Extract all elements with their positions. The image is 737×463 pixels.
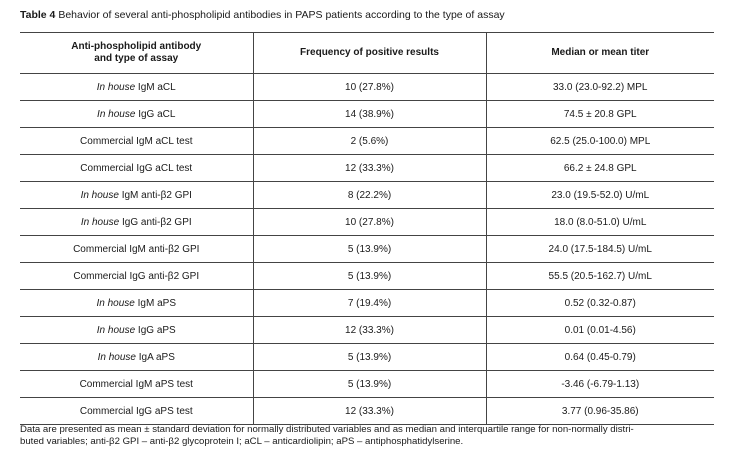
cell-antibody [20, 317, 253, 344]
table-row [20, 182, 714, 209]
caption-text: Behavior of several anti-phospholipid antibodies in PAPS patients according to the type of assay [58, 9, 505, 21]
cell-titer: 3.77 (0.96-35.86) [486, 398, 714, 425]
cell-frequency: 2 (5.6%) [253, 128, 486, 155]
cell-antibody-name: IgM anti-β2 GPI [118, 189, 192, 201]
cell-titer: 0.52 (0.32-0.87) [486, 290, 714, 317]
cell-titer: 66.2 ± 24.8 GPL [486, 155, 714, 182]
table-row [20, 290, 714, 317]
cell-antibody-name: IgG aPS [135, 324, 176, 336]
cell-antibody [20, 398, 253, 425]
cell-antibody-prefix: In house [97, 351, 136, 363]
cell-antibody [20, 263, 253, 290]
header-antibody [20, 33, 253, 74]
cell-antibody-name: IgM aCL [135, 81, 176, 93]
cell-titer: -3.46 (-6.79-1.13) [486, 371, 714, 398]
cell-frequency: 8 (22.2%) [253, 182, 486, 209]
cell-antibody-name: IgG anti-β2 GPI [119, 216, 192, 228]
cell-antibody-name: IgG aCL [135, 108, 176, 120]
cell-frequency: 5 (13.9%) [253, 344, 486, 371]
cell-titer: 33.0 (23.0-92.2) MPL [486, 74, 714, 101]
cell-antibody-name: Commercial IgG anti-β2 GPI [73, 270, 200, 282]
table-row [20, 101, 714, 128]
cell-titer: 0.64 (0.45-0.79) [486, 344, 714, 371]
table-row [20, 128, 714, 155]
table-header-row [20, 33, 714, 74]
cell-titer: 24.0 (17.5-184.5) U/mL [486, 236, 714, 263]
cell-antibody-name: Commercial IgM aPS test [79, 378, 193, 390]
table-footnote [20, 424, 720, 447]
cell-antibody-name: Commercial IgM aCL test [80, 135, 193, 147]
cell-antibody [20, 155, 253, 182]
table-body [20, 74, 714, 425]
table-row [20, 317, 714, 344]
antibody-table [20, 32, 714, 425]
cell-frequency: 7 (19.4%) [253, 290, 486, 317]
cell-frequency: 14 (38.9%) [253, 101, 486, 128]
header-antibody-line2: and type of assay [94, 53, 179, 64]
cell-frequency: 12 (33.3%) [253, 155, 486, 182]
cell-titer: 23.0 (19.5-52.0) U/mL [486, 182, 714, 209]
cell-antibody [20, 74, 253, 101]
cell-frequency: 5 (13.9%) [253, 371, 486, 398]
cell-frequency: 12 (33.3%) [253, 317, 486, 344]
cell-titer: 55.5 (20.5-162.7) U/mL [486, 263, 714, 290]
cell-titer: 0.01 (0.01-4.56) [486, 317, 714, 344]
cell-antibody-name: Commercial IgM anti-β2 GPI [73, 243, 200, 255]
cell-antibody-prefix: In house [80, 189, 119, 201]
footnote-line1: Data are presented as mean ± standard deviation for normally distributed variables and as median and interquartile range for non-normally distri- [20, 424, 634, 435]
cell-frequency: 10 (27.8%) [253, 209, 486, 236]
cell-antibody-prefix: In house [96, 324, 136, 336]
table-row [20, 236, 714, 263]
cell-frequency: 5 (13.9%) [253, 236, 486, 263]
cell-titer: 74.5 ± 20.8 GPL [486, 101, 714, 128]
cell-antibody-name: IgA aPS [135, 351, 175, 363]
cell-antibody [20, 236, 253, 263]
cell-antibody [20, 209, 253, 236]
header-titer: Median or mean titer [486, 33, 714, 74]
cell-frequency: 12 (33.3%) [253, 398, 486, 425]
cell-antibody-name: Commercial IgG aCL test [80, 162, 193, 174]
table-row [20, 344, 714, 371]
cell-titer: 62.5 (25.0-100.0) MPL [486, 128, 714, 155]
caption-label: Table 4 [20, 9, 56, 21]
table-row [20, 263, 714, 290]
cell-frequency: 10 (27.8%) [253, 74, 486, 101]
table-row [20, 155, 714, 182]
cell-antibody [20, 128, 253, 155]
cell-antibody-name: IgM aPS [134, 297, 176, 309]
table-caption [20, 9, 505, 22]
cell-antibody [20, 371, 253, 398]
table-row [20, 398, 714, 425]
header-antibody-line1: Anti-phospholipid antibody [71, 41, 202, 52]
cell-frequency: 5 (13.9%) [253, 263, 486, 290]
cell-antibody [20, 101, 253, 128]
cell-titer: 18.0 (8.0-51.0) U/mL [486, 209, 714, 236]
footnote-line2: buted variables; anti-β2 GPI – anti-β2 glycoprotein I; aCL – anticardiolipin; aPS – antiphosphatidylserine. [20, 435, 464, 447]
cell-antibody-prefix: In house [80, 216, 120, 228]
cell-antibody-prefix: In house [96, 297, 135, 309]
table-row [20, 74, 714, 101]
header-frequency: Frequency of positive results [253, 33, 486, 74]
table-row [20, 371, 714, 398]
cell-antibody-name: Commercial IgG aPS test [79, 405, 193, 417]
cell-antibody-prefix: In house [96, 81, 136, 93]
cell-antibody-prefix: In house [97, 108, 136, 120]
table-row [20, 209, 714, 236]
cell-antibody [20, 182, 253, 209]
cell-antibody [20, 344, 253, 371]
cell-antibody [20, 290, 253, 317]
